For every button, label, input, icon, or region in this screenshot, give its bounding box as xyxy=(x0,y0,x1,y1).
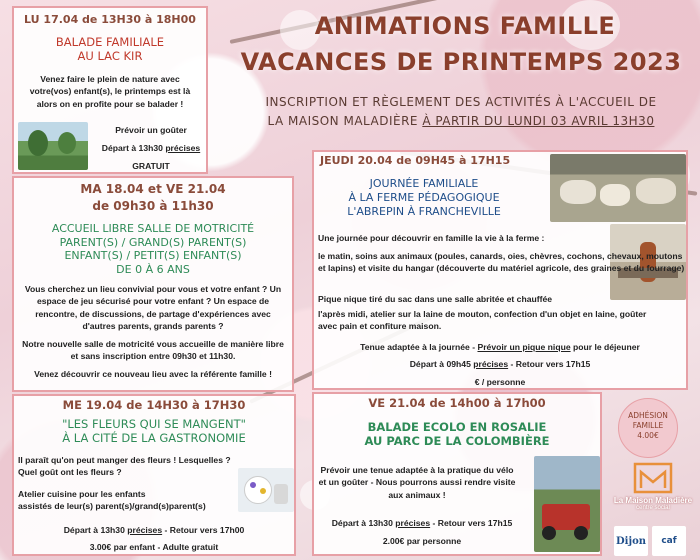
partner-logo-dijon xyxy=(614,526,648,556)
logo-tagline: centre social xyxy=(636,505,670,511)
event-price: € / personne xyxy=(474,377,526,387)
event-description: Venez faire le plein de nature avec votre(vos) enfant(s), le printemps est là alors on en profite pour se balader ! xyxy=(29,73,191,109)
event-afternoon: l'après midi, atelier sur la laine de mouton, confection d'un objet en laine, goûter avec pain et confiture maison. xyxy=(318,309,647,332)
event-date: JEUDI 20.04 de 09H45 à 17H15 xyxy=(320,154,511,167)
registration-info xyxy=(222,93,700,131)
event-details xyxy=(96,124,206,173)
event-card-fleurs xyxy=(12,394,296,556)
event-card-ferme xyxy=(312,150,688,390)
event-title: ACCUEIL LIBRE SALLE DE MOTRICITÉ PARENT(S) / GRAND(S) PARENT(S) ENFANT(S) / PETIT(S) ENFANT(S) DE 0 À 6 ANS xyxy=(51,221,255,277)
page-title-line2: VACANCES DE PRINTEMPS 2023 xyxy=(240,48,682,76)
sheep-photo xyxy=(550,154,686,222)
partner-caf-label: caf xyxy=(661,536,677,546)
maison-maladiere-logo xyxy=(608,462,698,522)
event-paragraph1: Il paraît qu'on peut manger des fleurs ! Lesquelles ? Quel goût ont les fleurs ? xyxy=(18,455,231,478)
adhesion-price: 4.00€ xyxy=(637,431,659,441)
event-departure-text: Départ à 13h30 xyxy=(63,525,128,535)
event-card-rosalie xyxy=(312,392,602,556)
rosalie-bike-photo xyxy=(534,456,600,552)
event-title: "LES FLEURS QUI SE MANGENT" À LA CITÉ DE LA GASTRONOMIE xyxy=(62,417,246,446)
event-date: ME 19.04 de 14H30 à 17H30 xyxy=(62,398,246,412)
registration-place: LA MAISON MALADIÈRE xyxy=(267,114,423,129)
event-departure-precise: précises xyxy=(473,359,509,369)
event-date: MA 18.04 et VE 21.04 de 09h30 à 11h30 xyxy=(80,182,226,214)
event-paragraph3: Venez découvrir ce nouveau lieu avec la référente famille ! xyxy=(34,368,272,379)
event-tenue-suffix: pour le déjeuner xyxy=(570,342,640,352)
lake-photo xyxy=(18,122,88,170)
event-price: 3.00€ par enfant - Adulte gratuit xyxy=(89,542,219,552)
partner-logo-caf xyxy=(652,526,686,556)
adhesion-badge xyxy=(618,398,678,458)
event-paragraph1: Vous cherchez un lieu convivial pour vous et votre enfant ? Un espace de jeu sécurisé pour votre enfant ? Un espace de rencontre, de discussions, de partage d'expériences avec d'autres parents, grands parents ? xyxy=(24,283,282,332)
event-paragraph2: Atelier cuisine pour les enfants assistés de leur(s) parent(s)/grand(s)parent(s) xyxy=(18,489,206,512)
event-date: VE 21.04 de 14h00 à 17h00 xyxy=(368,396,546,410)
event-intro: Une journée pour découvrir en famille la vie à la ferme : xyxy=(318,233,545,243)
event-price: GRATUIT xyxy=(132,160,170,171)
registration-line2 xyxy=(222,112,700,131)
event-tenue xyxy=(314,341,686,353)
event-departure-precise: précises xyxy=(165,142,201,153)
adhesion-label: ADHÉSION xyxy=(628,411,668,420)
event-note: Prévoir un goûter xyxy=(115,125,187,135)
event-departure-text: Départ à 13h30 xyxy=(331,518,396,528)
event-tenue-picnic: Prévoir un pique nique xyxy=(477,342,571,352)
registration-date: À PARTIR DU LUNDI 03 AVRIL 13H30 xyxy=(422,114,655,129)
adhesion-type: FAMILLE xyxy=(632,421,664,431)
logo-name: La Maison Maladière xyxy=(613,496,693,505)
event-departure xyxy=(96,142,206,156)
event-departure xyxy=(314,358,686,370)
event-title: BALADE ECOLO EN ROSALIE AU PARC DE LA COLOMBIÈRE xyxy=(364,420,550,449)
event-departure xyxy=(314,517,530,529)
edible-flowers-photo xyxy=(238,468,294,512)
event-title: BALADE FAMILIALE AU LAC KIR xyxy=(55,35,165,64)
page-title-line1: ANIMATIONS FAMILLE xyxy=(314,12,616,40)
event-lunch: Pique nique tiré du sac dans une salle abritée et chauffée xyxy=(318,294,553,304)
house-logo-icon xyxy=(633,462,673,494)
event-departure-precise: précises xyxy=(395,518,431,528)
event-departure-text: Départ à 09h45 xyxy=(409,359,474,369)
event-departure-text: Départ à 13h30 xyxy=(101,142,166,153)
event-tenue-text: Tenue adaptée à la journée - xyxy=(360,342,478,352)
event-return: - Retour vers 17h00 xyxy=(162,525,245,535)
partner-dijon-label: Dijon xyxy=(615,536,647,547)
registration-line1: INSCRIPTION ET RÈGLEMENT DES ACTIVITÉS À L'ACCUEIL DE xyxy=(265,95,657,109)
event-departure xyxy=(14,524,294,536)
event-paragraph2: Notre nouvelle salle de motricité vous accueille de manière libre et sans inscription entre 09h30 et 11h30. xyxy=(22,338,284,362)
event-paragraph1: Prévoir une tenue adaptée à la pratique du vélo et un goûter - Nous pourrons aussi rendre visite aux animaux ! xyxy=(318,465,516,500)
event-title: JOURNÉE FAMILIALE À LA FERME PÉDAGOGIQUE L'ABREPIN À FRANCHEVILLE xyxy=(347,177,501,218)
event-return: - Retour vers 17h15 xyxy=(430,518,513,528)
event-card-motricite xyxy=(12,176,294,392)
event-price: 2.00€ par personne xyxy=(382,536,462,546)
event-departure-precise: précises xyxy=(127,525,163,535)
event-return: - Retour vers 17h15 xyxy=(508,359,591,369)
event-morning: le matin, soins aux animaux (poules, canards, oies, chèvres, cochons, chevaux, moutons et lapins) et visite du hangar (découverte du matériel agricole, des graines et du fourrage) xyxy=(318,251,685,274)
event-card-lac-kir xyxy=(12,6,208,174)
event-date: LU 17.04 de 13H30 à 18H00 xyxy=(24,13,196,26)
